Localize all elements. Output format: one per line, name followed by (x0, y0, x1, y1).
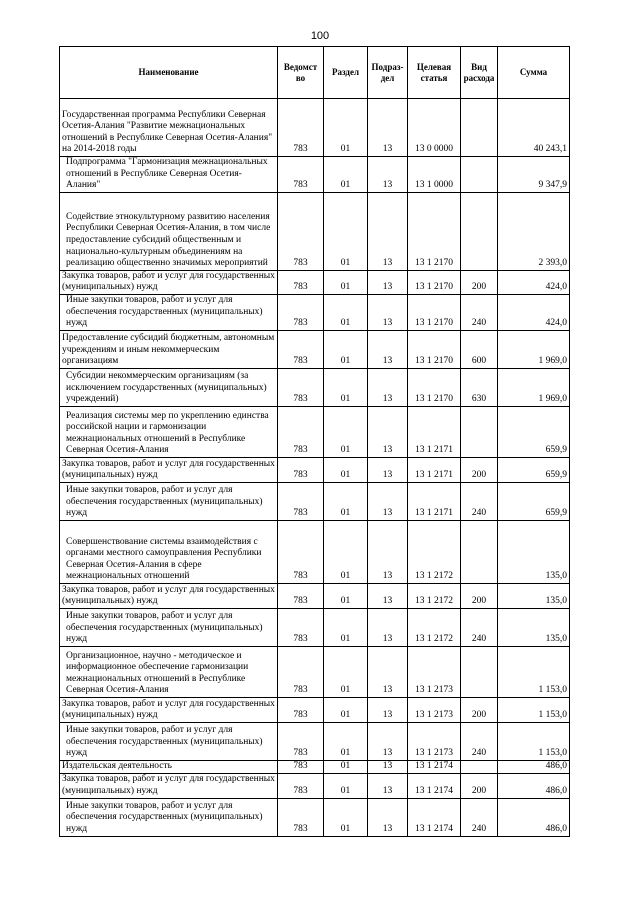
row-vedomstvo: 783 (278, 608, 324, 646)
row-razdel: 01 (324, 482, 368, 520)
row-podrazdel: 13 (368, 192, 408, 270)
row-statya: 13 1 2170 (408, 294, 461, 330)
row-summa: 1 153,0 (498, 697, 570, 722)
row-podrazdel: 13 (368, 457, 408, 482)
row-vedomstvo: 783 (278, 192, 324, 270)
row-razdel: 01 (324, 760, 368, 773)
table-row (60, 482, 570, 520)
row-vid: 240 (461, 608, 498, 646)
row-summa: 1 969,0 (498, 330, 570, 368)
row-razdel: 01 (324, 157, 368, 193)
row-summa: 1 153,0 (498, 722, 570, 760)
table-header-row (60, 47, 570, 99)
row-razdel: 01 (324, 270, 368, 294)
row-name: Иные закупки товаров, работ и услуг для обеспечения государственных (муниципальных) нужд (60, 722, 278, 760)
row-vid (461, 520, 498, 583)
row-vid (461, 99, 498, 157)
row-podrazdel: 13 (368, 330, 408, 368)
row-razdel: 01 (324, 608, 368, 646)
row-summa: 659,9 (498, 406, 570, 457)
row-summa: 2 393,0 (498, 192, 570, 270)
row-statya: 13 1 2172 (408, 608, 461, 646)
row-razdel: 01 (324, 697, 368, 722)
row-vid (461, 646, 498, 697)
row-statya: 13 1 0000 (408, 157, 461, 193)
row-podrazdel: 13 (368, 646, 408, 697)
row-name: Закупка товаров, работ и услуг для государственных (муниципальных) нужд (60, 457, 278, 482)
row-razdel: 01 (324, 368, 368, 406)
row-statya: 13 1 2172 (408, 583, 461, 608)
row-name: Предоставление субсидий бюджетным, автономным учреждениям и иным некоммерческим организациям (60, 330, 278, 368)
row-summa: 486,0 (498, 760, 570, 773)
row-name: Реализация системы мер по укреплению единства российской нации и гармонизации межнациональных отношений в Республике Северная Осетия-Алания (60, 406, 278, 457)
row-statya: 13 1 2170 (408, 192, 461, 270)
table-row (60, 457, 570, 482)
row-summa: 659,9 (498, 457, 570, 482)
row-statya: 13 1 2173 (408, 697, 461, 722)
table-row (60, 157, 570, 193)
row-vid: 240 (461, 482, 498, 520)
table-row (60, 608, 570, 646)
page-number: 100 (310, 30, 330, 42)
header-name: Наименование (60, 47, 278, 99)
row-razdel: 01 (324, 722, 368, 760)
table-row (60, 520, 570, 583)
row-razdel: 01 (324, 773, 368, 798)
row-summa: 1 153,0 (498, 646, 570, 697)
row-vedomstvo: 783 (278, 457, 324, 482)
row-podrazdel: 13 (368, 368, 408, 406)
row-podrazdel: 13 (368, 294, 408, 330)
row-podrazdel: 13 (368, 406, 408, 457)
header-podrazdel: Подраз- дел (368, 47, 408, 99)
table-row (60, 798, 570, 836)
row-razdel: 01 (324, 520, 368, 583)
row-statya: 13 1 2170 (408, 368, 461, 406)
row-razdel: 01 (324, 457, 368, 482)
row-name: Совершенствование системы взаимодействия с органами местного самоуправления Республики Северная Осетия-Алания в сфере межнациональных отношений (60, 520, 278, 583)
row-summa: 9 347,9 (498, 157, 570, 193)
header-vid: Вид расхода (461, 47, 498, 99)
row-vedomstvo: 783 (278, 773, 324, 798)
row-summa: 486,0 (498, 773, 570, 798)
row-name: Иные закупки товаров, работ и услуг для обеспечения государственных (муниципальных) нужд (60, 608, 278, 646)
row-name: Закупка товаров, работ и услуг для государственных (муниципальных) нужд (60, 697, 278, 722)
table-row (60, 406, 570, 457)
row-statya: 13 1 2174 (408, 773, 461, 798)
row-statya: 13 1 2174 (408, 760, 461, 773)
row-summa: 424,0 (498, 270, 570, 294)
row-vedomstvo: 783 (278, 760, 324, 773)
row-statya: 13 1 2172 (408, 520, 461, 583)
row-podrazdel: 13 (368, 270, 408, 294)
row-name: Издательская деятельность (60, 760, 278, 773)
row-vedomstvo: 783 (278, 294, 324, 330)
row-statya: 13 1 2174 (408, 798, 461, 836)
header-summa: Сумма (498, 47, 570, 99)
table-row (60, 294, 570, 330)
row-vid: 200 (461, 457, 498, 482)
row-vid (461, 157, 498, 193)
table-row (60, 646, 570, 697)
row-vid: 240 (461, 294, 498, 330)
row-vedomstvo: 783 (278, 99, 324, 157)
row-podrazdel: 13 (368, 157, 408, 193)
row-vid (461, 406, 498, 457)
row-podrazdel: 13 (368, 583, 408, 608)
row-vedomstvo: 783 (278, 270, 324, 294)
table-row (60, 192, 570, 270)
row-podrazdel: 13 (368, 773, 408, 798)
row-vedomstvo: 783 (278, 583, 324, 608)
row-name: Иные закупки товаров, работ и услуг для обеспечения государственных (муниципальных) нужд (60, 294, 278, 330)
row-statya: 13 1 2173 (408, 722, 461, 760)
row-podrazdel: 13 (368, 798, 408, 836)
row-name: Закупка товаров, работ и услуг для государственных (муниципальных) нужд (60, 583, 278, 608)
row-vedomstvo: 783 (278, 330, 324, 368)
header-razdel: Раздел (324, 47, 368, 99)
row-vedomstvo: 783 (278, 406, 324, 457)
row-name: Иные закупки товаров, работ и услуг для обеспечения государственных (муниципальных) нужд (60, 482, 278, 520)
row-razdel: 01 (324, 646, 368, 697)
table-row (60, 330, 570, 368)
row-summa: 40 243,1 (498, 99, 570, 157)
row-name: Подпрограмма "Гармонизация межнациональных отношений в Республике Северная Осетия-Алания" (60, 157, 278, 193)
row-razdel: 01 (324, 192, 368, 270)
row-razdel: 01 (324, 294, 368, 330)
row-statya: 13 0 0000 (408, 99, 461, 157)
table-row (60, 722, 570, 760)
row-razdel: 01 (324, 99, 368, 157)
row-vedomstvo: 783 (278, 798, 324, 836)
row-vid: 240 (461, 722, 498, 760)
row-statya: 13 1 2171 (408, 482, 461, 520)
row-vid (461, 760, 498, 773)
table-body (60, 99, 570, 837)
row-name: Субсидии некоммерческим организациям (за исключением государственных (муниципальных) учреждений) (60, 368, 278, 406)
row-vid: 600 (461, 330, 498, 368)
row-razdel: 01 (324, 583, 368, 608)
row-name: Закупка товаров, работ и услуг для государственных (муниципальных) нужд (60, 773, 278, 798)
row-podrazdel: 13 (368, 697, 408, 722)
row-summa: 135,0 (498, 520, 570, 583)
table-row (60, 99, 570, 157)
row-statya: 13 1 2173 (408, 646, 461, 697)
row-vedomstvo: 783 (278, 646, 324, 697)
row-statya: 13 1 2170 (408, 270, 461, 294)
row-podrazdel: 13 (368, 482, 408, 520)
header-statya: Целевая статья (408, 47, 461, 99)
row-vedomstvo: 783 (278, 520, 324, 583)
row-razdel: 01 (324, 798, 368, 836)
row-summa: 135,0 (498, 608, 570, 646)
row-podrazdel: 13 (368, 520, 408, 583)
row-podrazdel: 13 (368, 99, 408, 157)
header-vedomstvo: Ведомст во (278, 47, 324, 99)
row-vedomstvo: 783 (278, 722, 324, 760)
table-row (60, 697, 570, 722)
row-summa: 486,0 (498, 798, 570, 836)
row-statya: 13 1 2171 (408, 406, 461, 457)
row-vid: 200 (461, 697, 498, 722)
row-name: Организационное, научно - методическое и информационное обеспечение гармонизации межнациональных отношений в Республике Северная Осетия-Алания (60, 646, 278, 697)
table-row (60, 583, 570, 608)
table-row (60, 270, 570, 294)
table-row (60, 773, 570, 798)
row-vid: 200 (461, 773, 498, 798)
row-summa: 424,0 (498, 294, 570, 330)
row-podrazdel: 13 (368, 760, 408, 773)
budget-table (59, 46, 570, 837)
row-name: Иные закупки товаров, работ и услуг для обеспечения государственных (муниципальных) нужд (60, 798, 278, 836)
row-name: Государственная программа Республики Северная Осетия-Алания "Развитие межнациональных отношений в Республике Северная Осетия-Алания" на 2014-2018 годы (60, 99, 278, 157)
row-vedomstvo: 783 (278, 157, 324, 193)
table-row (60, 368, 570, 406)
row-podrazdel: 13 (368, 608, 408, 646)
row-razdel: 01 (324, 406, 368, 457)
row-vedomstvo: 783 (278, 368, 324, 406)
row-vid: 200 (461, 583, 498, 608)
row-statya: 13 1 2170 (408, 330, 461, 368)
row-vedomstvo: 783 (278, 697, 324, 722)
row-summa: 1 969,0 (498, 368, 570, 406)
row-name: Содействие этнокультурному развитию населения Республики Северная Осетия-Алания, в том числе предоставление субсидий общественным и национально-культурным объединениям на реализацию общественно значимых мероприятий (60, 192, 278, 270)
row-razdel: 01 (324, 330, 368, 368)
row-podrazdel: 13 (368, 722, 408, 760)
table-row (60, 760, 570, 773)
row-vid: 240 (461, 798, 498, 836)
row-vedomstvo: 783 (278, 482, 324, 520)
row-vid: 200 (461, 270, 498, 294)
row-vid: 630 (461, 368, 498, 406)
row-statya: 13 1 2171 (408, 457, 461, 482)
row-summa: 135,0 (498, 583, 570, 608)
row-name: Закупка товаров, работ и услуг для государственных (муниципальных) нужд (60, 270, 278, 294)
row-summa: 659,9 (498, 482, 570, 520)
row-vid (461, 192, 498, 270)
